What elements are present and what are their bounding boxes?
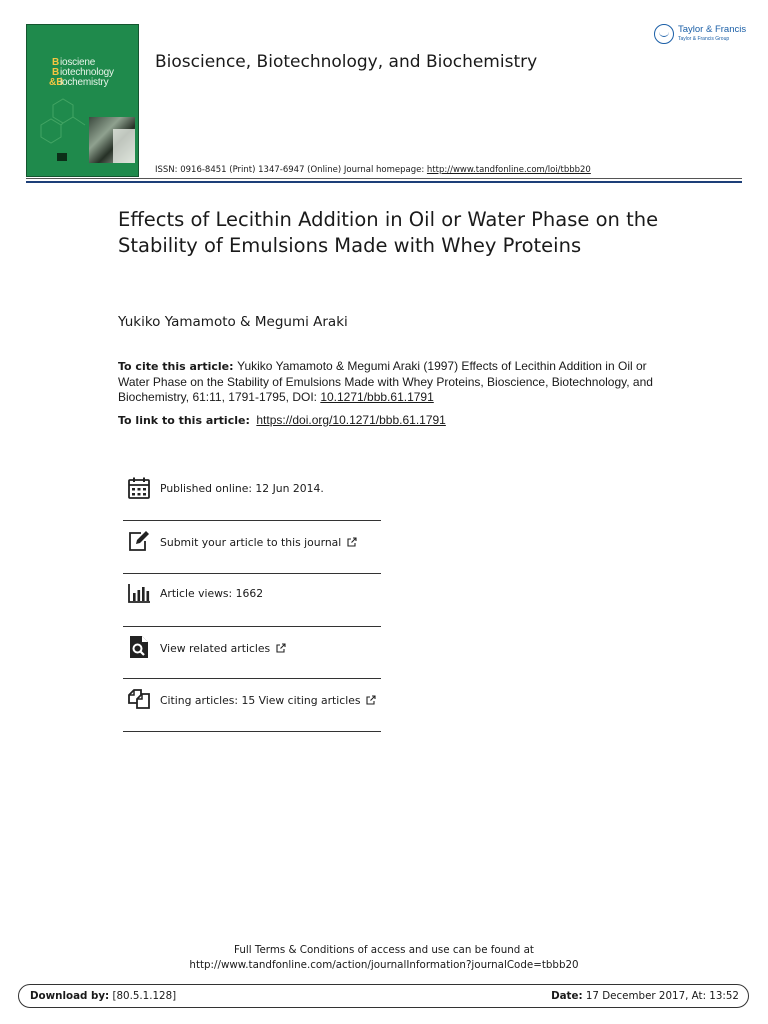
journal-homepage-link[interactable]: http://www.tandfonline.com/loi/tbbb20 xyxy=(426,165,591,175)
publisher-logo-icon xyxy=(654,24,674,44)
download-info-bar xyxy=(18,984,749,1008)
article-views-text: Article views: 1662 xyxy=(160,587,264,600)
cover-letter: B xyxy=(52,57,60,68)
publisher-name: Taylor & Francis xyxy=(678,24,747,35)
publisher-logo xyxy=(654,22,749,48)
header-rule xyxy=(26,178,742,179)
article-doi-link[interactable]: https://doi.org/10.1271/bbb.61.1791 xyxy=(256,413,446,427)
terms-notice xyxy=(0,943,768,973)
info-divider xyxy=(123,731,381,732)
calendar-icon xyxy=(127,476,151,500)
date-label: Date: xyxy=(551,990,583,1002)
search-document-icon xyxy=(127,635,151,659)
info-divider xyxy=(123,520,381,521)
related-articles-link[interactable] xyxy=(160,642,286,655)
citing-articles-row[interactable] xyxy=(123,682,381,730)
published-online-text: Published online: 12 Jun 2014. xyxy=(160,482,324,495)
download-ip: [80.5.1.128] xyxy=(112,990,177,1002)
cite-label: To cite this article: xyxy=(118,360,234,373)
info-divider xyxy=(123,573,381,574)
cover-publisher-mark xyxy=(57,153,67,161)
edit-icon xyxy=(127,529,151,553)
cover-title-line: iotechnology xyxy=(60,67,114,78)
cite-doi-link[interactable]: 10.1271/bbb.61.1791 xyxy=(320,390,434,404)
download-label: Download by: xyxy=(30,990,110,1002)
header-rule-blue xyxy=(26,181,742,183)
article-authors: Yukiko Yamamoto & Megumi Araki xyxy=(118,314,348,330)
publisher-group: Taylor & Francis Group xyxy=(678,36,730,42)
article-title: Effects of Lecithin Addition in Oil or Water Phase on the Stability of Emulsions Made with Whey Proteins xyxy=(118,208,659,257)
cover-letter: &B xyxy=(49,77,64,88)
citing-articles-text: Citing articles: 15 View citing articles xyxy=(160,694,361,707)
molecule-decoration xyxy=(33,95,93,155)
download-date xyxy=(551,990,739,1002)
download-by xyxy=(30,990,176,1002)
info-divider xyxy=(123,678,381,679)
cite-text: Yukiko Yamamoto & Megumi Araki (1997) Effects of Lecithin Addition in Oil or Water Phase on the Stability of Emulsions Made with Whey Proteins, Bioscience, Biotechnology, and Biochemistry, 61:11, 1791-1795, DOI: xyxy=(118,359,653,404)
citing-articles-link[interactable] xyxy=(160,694,376,707)
terms-line: Full Terms & Conditions of access and use can be found at xyxy=(234,944,534,956)
citing-documents-icon xyxy=(127,687,151,711)
external-link-icon xyxy=(276,643,286,653)
related-articles-text: View related articles xyxy=(160,642,271,655)
cover-letter: B xyxy=(52,67,60,78)
external-link-icon xyxy=(366,695,376,705)
bar-chart-icon xyxy=(127,581,151,605)
cover-title-line: iosciene xyxy=(60,57,96,68)
link-label: To link to this article: xyxy=(118,414,250,427)
cover-photo-highlight xyxy=(113,129,135,163)
published-online-row xyxy=(123,470,381,518)
article-views-row xyxy=(123,576,381,624)
citation-block xyxy=(118,359,678,406)
article-link-line xyxy=(118,413,446,427)
issn-line xyxy=(155,165,591,175)
related-articles-row[interactable] xyxy=(123,630,381,678)
info-divider xyxy=(123,626,381,627)
submit-article-row[interactable] xyxy=(123,524,381,572)
submit-article-link[interactable] xyxy=(160,536,357,549)
date-value: 17 December 2017, At: 13:52 xyxy=(585,990,739,1002)
journal-title: Bioscience, Biotechnology, and Biochemistry xyxy=(155,52,538,72)
submit-article-text: Submit your article to this journal xyxy=(160,536,342,549)
external-link-icon xyxy=(347,537,357,547)
terms-url[interactable]: http://www.tandfonline.com/action/journalInformation?journalCode=tbbb20 xyxy=(189,959,579,971)
journal-cover xyxy=(26,24,139,177)
issn-text: ISSN: 0916-8451 (Print) 1347-6947 (Online) Journal homepage: xyxy=(155,165,427,175)
cover-title-line: iochemistry xyxy=(60,77,109,88)
